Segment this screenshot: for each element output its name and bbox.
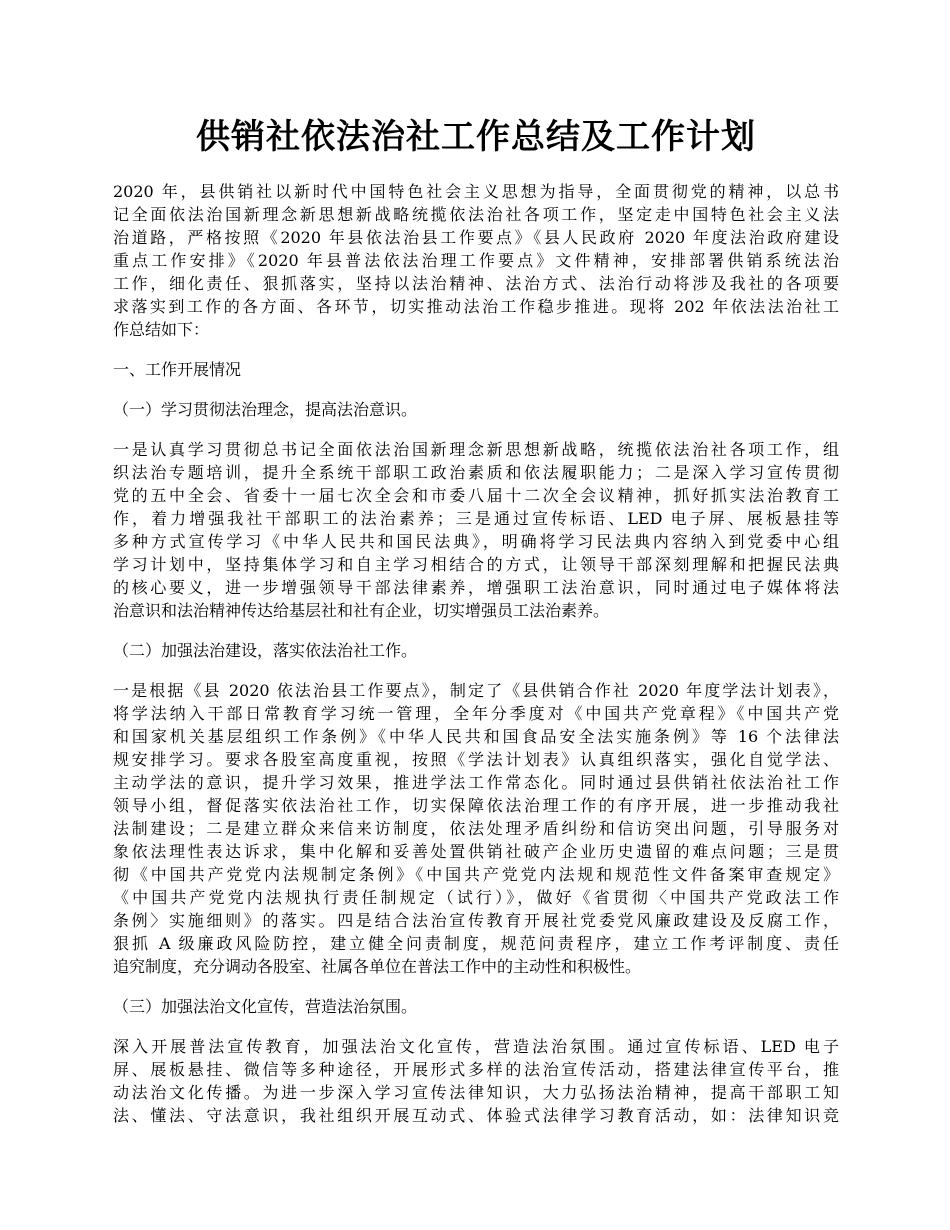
paragraph-study	[113, 438, 839, 622]
document-title: 供销社依法治社工作总结及工作计划	[196, 117, 756, 157]
text-line: 追究制度，充分调动各股室、社属各单位在普法工作中的主动性和积极性。	[113, 957, 642, 976]
text-line: 法、懂法、守法意识，我社组织开展互动式、体验式法律学习教育活动，如：法律知识竞	[113, 1106, 839, 1125]
text-line: 一、工作开展情况	[113, 360, 242, 379]
text-line: 治道路，严格按照《2020 年县依法治县工作要点》《县人民政府 2020 年度法治政府建设	[113, 228, 839, 247]
section-heading	[113, 358, 839, 381]
text-line: 织法治专题培训，提升全系统干部职工政治素质和依法履职能力；二是深入学习宣传贯彻	[113, 463, 839, 482]
text-line: 象依法理性表达诉求，集中化解和妥善处置供销社破产企业历史遗留的难点问题；三是贯	[113, 842, 839, 861]
text-line: 彻《中国共产党党内法规制定条例》《中国共产党党内法规和规范性文件备案审查规定》	[113, 865, 839, 884]
text-line: 求落实到工作的各方面、各环节，切实推动法治工作稳步推进。现将 202 年依法法治社工	[113, 297, 839, 316]
text-line: （三）加强法治文化宣传，营造法治氛围。	[113, 997, 418, 1016]
text-line: 屏、展板悬挂、微信等多种途径，开展形式多样的法治宣传活动，搭建法律宣传平台，推	[113, 1060, 839, 1079]
text-line: 规安排学习。要求各股室高度重视，按照《学法计划表》认真组织落实，强化自觉学法、	[113, 750, 839, 769]
text-line: 记全面依法治国新理念新思想新战略统揽依法治社各项工作，坚定走中国特色社会主义法	[113, 205, 839, 224]
subsection-heading	[113, 639, 839, 662]
text-line: 将学法纳入干部日常教育学习统一管理，全年分季度对《中国共产党章程》《中国共产党	[113, 704, 839, 723]
text-line: （二）加强法治建设，落实依法治社工作。	[113, 641, 418, 660]
text-line: 作，着力增强我社干部职工的法治素养；三是通过宣传标语、LED 电子屏、展板悬挂等	[113, 509, 839, 528]
text-line: 党的五中全会、省委十一届七次全会和市委八届十二次全会议精神，抓好抓实法治教育工	[113, 486, 839, 505]
text-line: 主动学法的意识，提升学习效果，推进学法工作常态化。同时通过县供销社依法治社工作	[113, 773, 839, 792]
text-line: 工作，细化责任、狠抓落实，坚持以法治精神、法治方式、法治行动将涉及我社的各项要	[113, 274, 839, 293]
text-line: 条例〉实施细则》的落实。四是结合法治宣传教育开展社党委党风廉政建设及反腐工作，	[113, 911, 839, 930]
text-line: 法制建设；二是建立群众来信来访制度，依法处理矛盾纠纷和信访突出问题，引导服务对	[113, 819, 839, 838]
paragraph-culture	[113, 1035, 839, 1127]
document-body	[113, 180, 839, 1127]
text-line: 多种方式宣传学习《中华人民共和国民法典》，明确将学习民法典内容纳入到党委中心组	[113, 532, 839, 551]
paragraph-intro	[113, 180, 839, 341]
text-line: 《中国共产党党内法规执行责任制规定（试行）》，做好《省贯彻〈中国共产党政法工作	[113, 888, 839, 907]
text-line: 动法治文化传播。为进一步深入学习宣传法律知识，大力弘扬法治精神，提高干部职工知	[113, 1083, 839, 1102]
document-page	[113, 0, 839, 1127]
paragraph-construction	[113, 679, 839, 978]
subsection-heading	[113, 995, 839, 1018]
text-line: 和国家机关基层组织工作条例》《中华人民共和国食品安全法实施条例》等 16 个法律法	[113, 727, 839, 746]
text-line: 学习计划中，坚持集体学习和自主学习相结合的方式，让领导干部深刻理解和把握民法典	[113, 555, 839, 574]
text-line: 领导小组，督促落实依法治社工作，切实保障依法治理工作的有序开展，进一步推动我社	[113, 796, 839, 815]
text-line: 2020 年，县供销社以新时代中国特色社会主义思想为指导，全面贯彻党的精神，以总书	[113, 182, 839, 201]
text-line: 一是根据《县 2020 依法治县工作要点》，制定了《县供销合作社 2020 年度学法计划表》，	[113, 681, 839, 700]
text-line: 治意识和法治精神传达给基层社和社有企业，切实增强员工法治素养。	[113, 601, 610, 620]
text-line: （一）学习贯彻法治理念，提高法治意识。	[113, 400, 418, 419]
text-line: 狠抓 A 级廉政风险防控，建立健全问责制度，规范问责程序，建立工作考评制度、责任	[113, 934, 839, 953]
text-line: 重点工作安排》《2020 年县普法依法治理工作要点》文件精神，安排部署供销系统法治	[113, 251, 839, 270]
text-line: 深入开展普法宣传教育，加强法治文化宣传，营造法治氛围。通过宣传标语、LED 电子	[113, 1037, 839, 1056]
subsection-heading	[113, 398, 839, 421]
text-line: 的核心要义，进一步增强领导干部法律素养，增强职工法治意识，同时通过电子媒体将法	[113, 578, 839, 597]
text-line: 一是认真学习贯彻总书记全面依法治国新理念新思想新战略，统揽依法治社各项工作，组	[113, 440, 839, 459]
text-line: 作总结如下：	[113, 320, 210, 339]
